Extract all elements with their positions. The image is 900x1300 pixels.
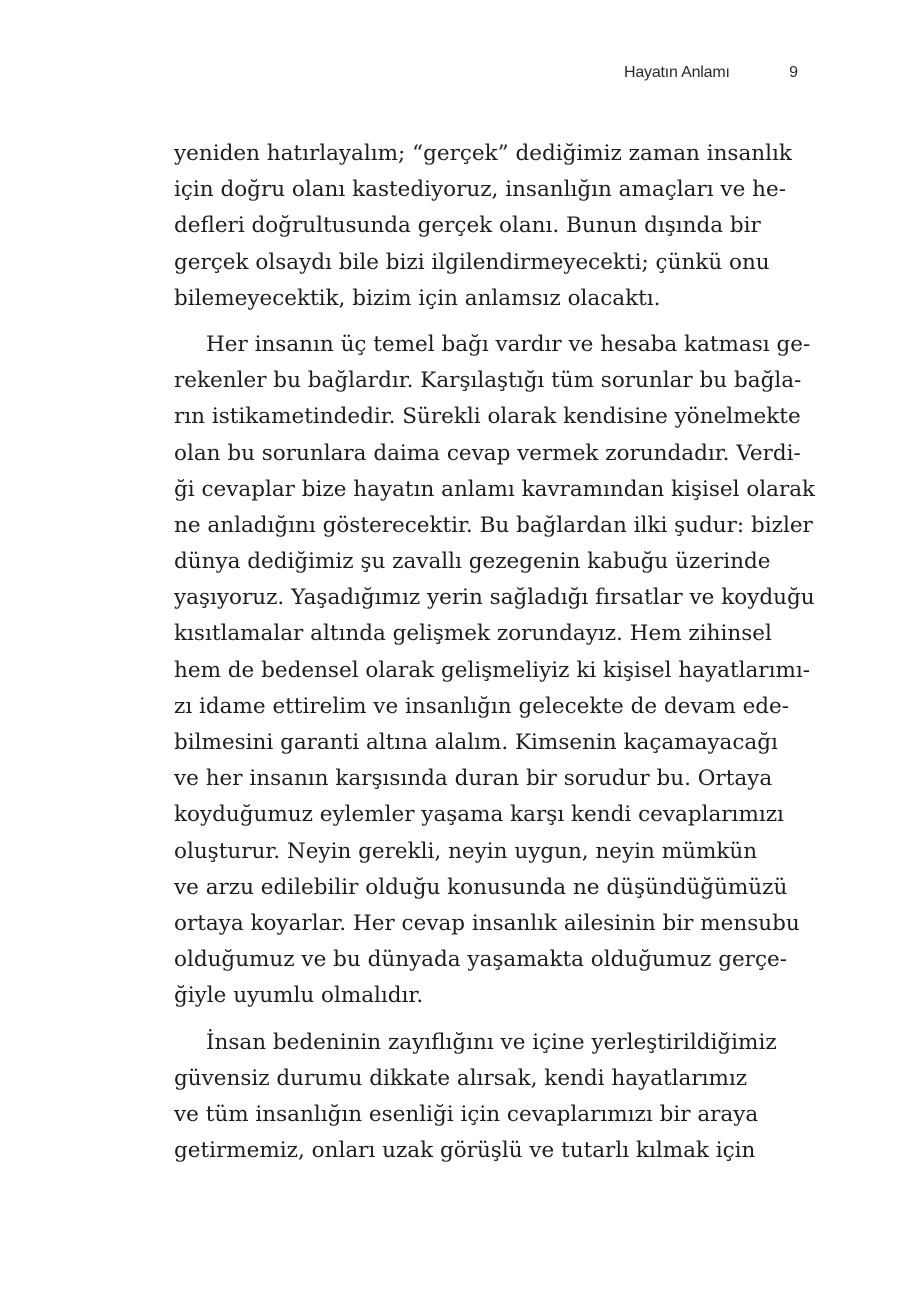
page-number: 9: [789, 64, 798, 81]
text-line: kısıtlamalar altında gelişmek zorundayız. Hem zihinsel: [174, 621, 772, 647]
text-line: olan bu sorunlara daima cevap vermek zorundadır. Verdi-: [174, 440, 801, 466]
text-line: bilmesini garanti altına alalım. Kimsenin kaçamayacağı: [174, 730, 778, 755]
text-line: yaşıyoruz. Yaşadığımız yerin sağladığı fırsatlar ve koyduğu: [174, 585, 815, 611]
paragraph-3: [174, 1025, 777, 1170]
text-line: koyduğumuz eylemler yaşama karşı kendi cevaplarımızı: [174, 802, 784, 828]
running-header: [560, 62, 810, 90]
body-text: [174, 136, 816, 1179]
text-line: ğiyle uyumlu olmalıdır.: [174, 983, 424, 1009]
text-line: ve arzu edilebilir olduğu konusunda ne düşündüğümüzü: [174, 874, 788, 900]
paragraph-1: [174, 136, 792, 317]
running-title: Hayatın Anlamı: [624, 64, 730, 81]
text-line: defleri doğrultusunda gerçek olanı. Bunun dışında bir: [174, 213, 761, 239]
text-line: ği cevaplar bize hayatın anlamı kavramından kişisel olarak: [174, 476, 816, 502]
text-line: rın istikametindedir. Sürekli olarak kendisine yönelmekte: [174, 404, 801, 430]
text-line: getirmemiz, onları uzak görüşlü ve tutarlı kılmak için: [174, 1138, 756, 1164]
text-line: hem de bedensel olarak gelişmeliyiz ki kişisel hayatlarımı-: [174, 657, 810, 683]
paragraph-2: [174, 327, 816, 1015]
text-line: rekenler bu bağlardır. Karşılaştığı tüm sorunlar bu bağla-: [174, 368, 802, 394]
text-line: ortaya koyarlar. Her cevap insanlık ailesinin bir mensubu: [174, 910, 800, 936]
text-line: Her insanın üç temel bağı vardır ve hesaba katması ge-: [206, 331, 811, 357]
text-line: yeniden hatırlayalım; “gerçek” dediğimiz zaman insanlık: [174, 141, 792, 166]
text-line: ne anladığını gösterecektir. Bu bağlardan ilki şudur: bizler: [174, 512, 813, 538]
text-line: ve tüm insanlığın esenliği için cevaplarımızı bir araya: [174, 1101, 759, 1127]
text-line: İnsan bedeninin zayıflığını ve içine yerleştirildiğimiz: [206, 1029, 777, 1055]
text-line: olduğumuz ve bu dünyada yaşamakta olduğumuz gerçe-: [174, 947, 787, 973]
text-line: oluşturur. Neyin gerekli, neyin uygun, neyin mümkün: [174, 838, 758, 864]
text-line: için doğru olanı kastediyoruz, insanlığın amaçları ve he-: [174, 177, 786, 203]
text-line: gerçek olsaydı bile bizi ilgilendirmeyecekti; çünkü onu: [174, 249, 770, 275]
text-line: zı idame ettirelim ve insanlığın gelecekte de devam ede-: [174, 693, 790, 719]
text-line: dünya dediğimiz şu zavallı gezegenin kabuğu üzerinde: [174, 549, 771, 575]
text-line: güvensiz durumu dikkate alırsak, kendi hayatlarımız: [174, 1065, 748, 1091]
text-line: bilemeyecektik, bizim için anlamsız olacaktı.: [174, 285, 661, 311]
text-line: ve her insanın karşısında duran bir sorudur bu. Ortaya: [174, 766, 773, 792]
